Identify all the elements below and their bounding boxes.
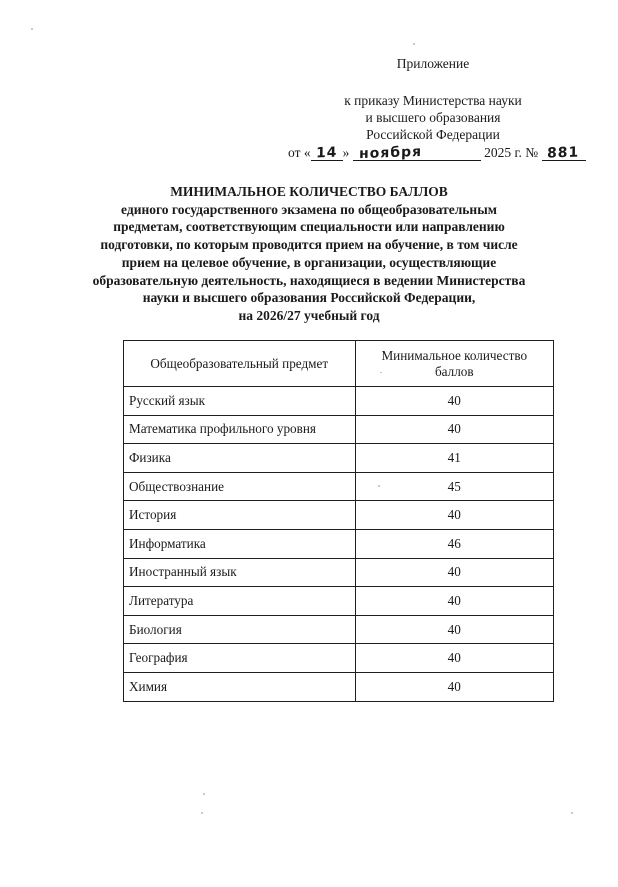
column-header-min-score: Минимальное количество баллов [355,341,553,387]
appendix-label: Приложение [396,56,470,71]
score-cell: 40 [355,415,553,444]
score-cell: 40 [355,672,553,701]
date-day-blank [311,144,343,161]
score-table [123,340,554,702]
subject-cell: Информатика [124,529,356,558]
score-cell: 45 [355,472,553,501]
subject-cell: Обществознание [124,472,356,501]
scan-speck [201,812,203,814]
table-row [124,415,554,444]
document-title-line: образовательную деятельность, находящиеся в ведении Министерства [92,272,526,288]
table-row [124,444,554,473]
score-cell: 40 [355,587,553,616]
order-date-line [288,144,578,161]
table-row [124,387,554,416]
date-year-suffix: 2025 г. № [484,145,539,160]
document-title-line: подготовки, по которым проводится прием на обучение, в том числе [100,237,518,253]
handwritten-day: 14 [315,144,338,162]
document-title-line: прием на целевое обучение, в организации, осуществляющие [121,254,497,270]
score-cell: 40 [355,501,553,530]
table-row [124,472,554,501]
table-row [124,672,554,701]
document-title-line: на 2026/27 учебный год [238,307,380,323]
score-cell: 40 [355,558,553,587]
scan-speck [378,485,380,487]
date-prefix: от « [288,145,311,160]
column-header-subject: Общеобразовательный предмет [124,341,356,387]
appendix-order-line-2: и высшего образования [365,110,501,125]
order-number-blank [542,144,586,161]
appendix-order-line-3: Российской Федерации [366,127,500,142]
subject-cell: Литература [124,587,356,616]
subject-cell: География [124,644,356,673]
appendix-order-line-1: к приказу Министерства науки [344,93,522,108]
subject-cell: Биология [124,615,356,644]
document-title-line: науки и высшего образования Российской Федерации, [142,290,476,306]
document-title-line: единого государственного экзамена по общеобразовательным [121,201,497,217]
document-title-line: предметам, соответствующим специальности или направлению [113,219,505,235]
subject-cell: Математика профильного уровня [124,415,356,444]
score-cell: 41 [355,444,553,473]
score-cell: 46 [355,529,553,558]
score-cell: 40 [355,615,553,644]
score-table-header-row [124,341,554,387]
score-table-body [124,387,554,702]
scan-speck [203,793,205,795]
scan-speck [413,43,415,45]
scan-speck [31,28,33,30]
score-cell: 40 [355,644,553,673]
score-table-header [124,341,554,387]
date-month-blank [353,144,481,161]
table-row [124,501,554,530]
subject-cell: Русский язык [124,387,356,416]
date-quote-close: » [342,145,350,160]
table-row [124,529,554,558]
table-row [124,558,554,587]
document-title-line: МИНИМАЛЬНОЕ КОЛИЧЕСТВО БАЛЛОВ [170,184,448,199]
subject-cell: Физика [124,444,356,473]
subject-cell: Химия [124,672,356,701]
scan-speck [571,812,573,814]
handwritten-month: ноября [358,143,422,163]
handwritten-order-number: 881 [547,144,580,162]
table-row [124,587,554,616]
scan-speck [380,372,382,373]
table-row [124,644,554,673]
subject-cell: История [124,501,356,530]
subject-cell: Иностранный язык [124,558,356,587]
table-row [124,615,554,644]
score-cell: 40 [355,387,553,416]
document-title [40,183,578,325]
appendix-block [288,55,578,161]
